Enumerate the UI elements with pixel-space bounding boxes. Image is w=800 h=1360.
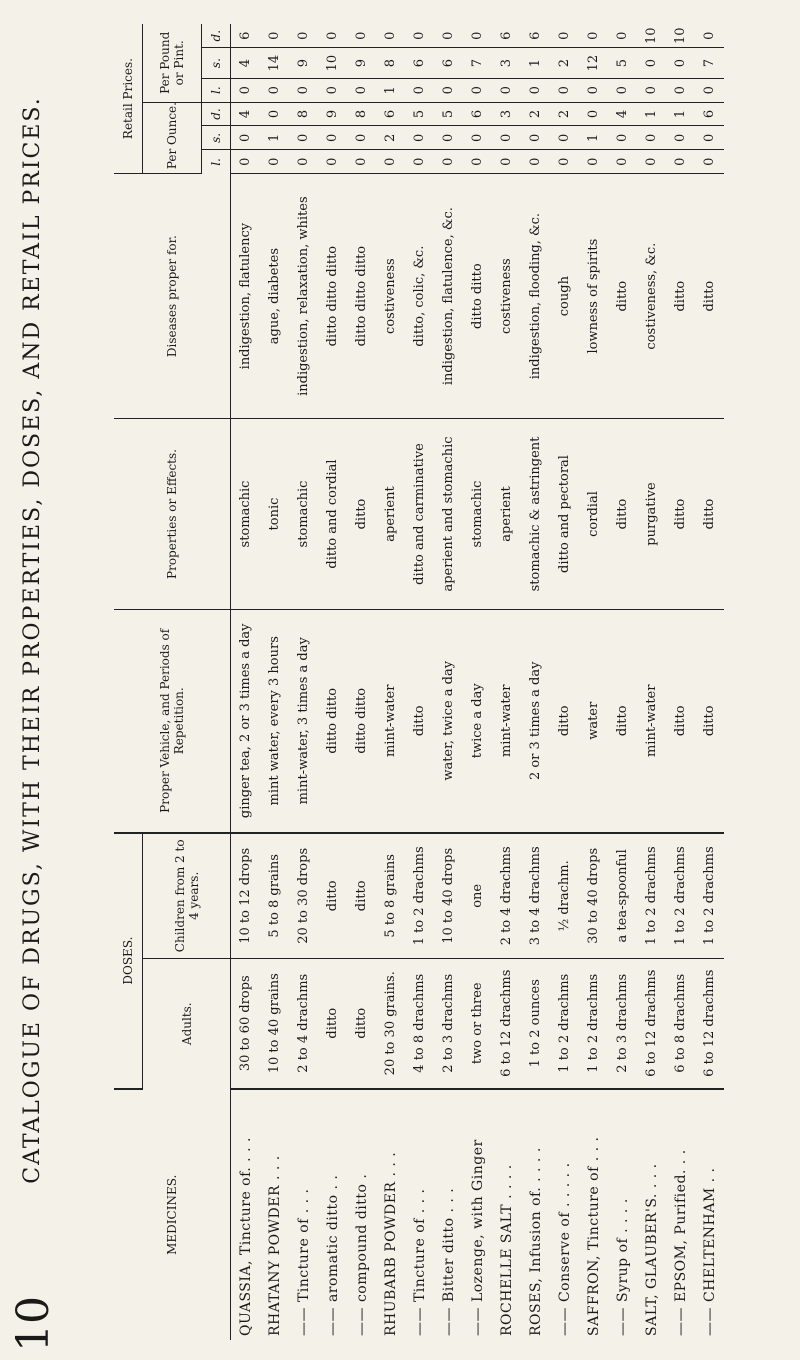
child-dose: 10 to 12 drops xyxy=(231,833,261,959)
price-pound-shillings: 0 xyxy=(637,48,666,78)
price-pound-pounds: 0 xyxy=(637,78,666,102)
diseases: ditto xyxy=(695,174,724,419)
medicine-name: —— Lozenge, with Ginger xyxy=(469,1139,486,1336)
price-pound-shillings: 10 xyxy=(318,48,347,78)
adult-dose: 1 to 2 drachms xyxy=(550,958,579,1088)
properties: aperient xyxy=(376,419,405,610)
properties: ditto xyxy=(347,419,376,610)
adult-dose: 4 to 8 drachms xyxy=(405,958,434,1088)
price-ounce-pence: 1 xyxy=(666,102,695,126)
adult-dose: 6 to 12 drachms xyxy=(695,958,724,1088)
price-pound-pence: 0 xyxy=(608,24,637,48)
price-ounce-pence: 6 xyxy=(376,102,405,126)
medicine-name: RHATANY POWDER . . . xyxy=(266,1155,283,1336)
diseases: ditto ditto ditto xyxy=(347,174,376,419)
child-dose: 3 to 4 drachms xyxy=(521,833,550,959)
header-doses: DOSES. xyxy=(114,833,143,1089)
page-header xyxy=(0,0,76,1360)
medicine-name: ROSES, Infusion of. . . . . xyxy=(527,1147,544,1336)
vehicle: mint-water, 3 times a day xyxy=(289,609,318,832)
properties: ditto xyxy=(666,419,695,610)
adult-dose: 10 to 40 grains xyxy=(260,958,289,1088)
price-pound-pence: 6 xyxy=(521,24,550,48)
price-pound-shillings: 0 xyxy=(666,48,695,78)
price-ounce-pence: 9 xyxy=(318,102,347,126)
diseases: indigestion, relaxation, whites xyxy=(289,174,318,419)
medicine-name: —— compound ditto . xyxy=(353,1173,370,1336)
price-pound-pence: 0 xyxy=(347,24,376,48)
diseases: ditto, colic, &c. xyxy=(405,174,434,419)
adult-dose: 1 to 2 ounces xyxy=(521,958,550,1088)
price-ounce-pounds: 0 xyxy=(666,150,695,174)
vehicle: ditto xyxy=(695,609,724,832)
diseases: ditto ditto ditto xyxy=(318,174,347,419)
adult-dose: 20 to 30 grains. xyxy=(376,958,405,1088)
price-ounce-pence: 5 xyxy=(434,102,463,126)
child-dose: 10 to 40 drops xyxy=(434,833,463,959)
table-row xyxy=(318,24,347,1340)
diseases: lowness of spirits xyxy=(579,174,608,419)
price-ounce-pence: 4 xyxy=(231,102,261,126)
price-pound-shillings: 6 xyxy=(434,48,463,78)
price-ounce-pence: 0 xyxy=(579,102,608,126)
price-ounce-shillings: 0 xyxy=(608,126,637,150)
adult-dose: two or three xyxy=(463,958,492,1088)
table-row xyxy=(376,24,405,1340)
diseases: costiveness, &c. xyxy=(637,174,666,419)
table-row xyxy=(666,24,695,1340)
page-number: 10 xyxy=(8,1296,59,1352)
header-lb-pounds: l. xyxy=(202,78,231,102)
vehicle: mint-water xyxy=(492,609,521,832)
vehicle: mint-water xyxy=(376,609,405,832)
price-pound-shillings: 2 xyxy=(550,48,579,78)
adult-dose: ditto xyxy=(347,958,376,1088)
drug-catalogue-table xyxy=(114,24,724,1340)
price-ounce-shillings: 1 xyxy=(260,126,289,150)
price-ounce-pounds: 0 xyxy=(463,150,492,174)
table-row xyxy=(434,24,463,1340)
header-oz-pounds: l. xyxy=(202,150,231,174)
child-dose: 30 to 40 drops xyxy=(579,833,608,959)
header-medicines: MEDICINES. xyxy=(114,1089,231,1340)
price-pound-pence: 0 xyxy=(434,24,463,48)
price-ounce-shillings: 0 xyxy=(521,126,550,150)
vehicle: ditto xyxy=(666,609,695,832)
medicine-name: —— Tincture of . . . xyxy=(295,1188,312,1336)
properties: aperient and stomachic xyxy=(434,419,463,610)
properties: purgative xyxy=(637,419,666,610)
table-row xyxy=(579,24,608,1340)
header-oz-pence: d. xyxy=(202,102,231,126)
price-pound-pounds: 0 xyxy=(405,78,434,102)
adult-dose: 6 to 12 drachms xyxy=(637,958,666,1088)
properties: stomachic & astringent xyxy=(521,419,550,610)
properties: ditto xyxy=(695,419,724,610)
price-pound-pounds: 0 xyxy=(579,78,608,102)
properties: cordial xyxy=(579,419,608,610)
price-pound-pounds: 0 xyxy=(550,78,579,102)
price-ounce-pounds: 0 xyxy=(695,150,724,174)
price-ounce-pence: 8 xyxy=(289,102,318,126)
table-row xyxy=(637,24,666,1340)
price-ounce-pounds: 0 xyxy=(521,150,550,174)
price-ounce-shillings: 2 xyxy=(376,126,405,150)
price-pound-pence: 0 xyxy=(289,24,318,48)
child-dose: ½ drachm. xyxy=(550,833,579,959)
price-pound-pence: 0 xyxy=(260,24,289,48)
header-per-ounce: Per Ounce. xyxy=(143,102,202,174)
price-ounce-pence: 1 xyxy=(637,102,666,126)
header-children: Children from 2 to 4 years. xyxy=(143,833,231,959)
vehicle: mint-water xyxy=(637,609,666,832)
vehicle: ditto ditto xyxy=(318,609,347,832)
price-ounce-pence: 2 xyxy=(550,102,579,126)
properties: ditto and pectoral xyxy=(550,419,579,610)
price-pound-shillings: 1 xyxy=(521,48,550,78)
properties: stomachic xyxy=(463,419,492,610)
adult-dose: 1 to 2 drachms xyxy=(579,958,608,1088)
table-row xyxy=(289,24,318,1340)
price-pound-shillings: 7 xyxy=(695,48,724,78)
child-dose: ditto xyxy=(318,833,347,959)
price-pound-shillings: 14 xyxy=(260,48,289,78)
price-ounce-shillings: 0 xyxy=(637,126,666,150)
price-ounce-shillings: 0 xyxy=(231,126,261,150)
medicine-name: —— aromatic ditto . . xyxy=(324,1174,341,1336)
price-pound-pounds: 0 xyxy=(695,78,724,102)
child-dose: 1 to 2 drachms xyxy=(695,833,724,959)
table-row xyxy=(347,24,376,1340)
price-pound-shillings: 12 xyxy=(579,48,608,78)
price-ounce-pence: 0 xyxy=(260,102,289,126)
table-row xyxy=(608,24,637,1340)
price-pound-pounds: 0 xyxy=(434,78,463,102)
header-lb-pence: d. xyxy=(202,24,231,48)
table-row xyxy=(260,24,289,1340)
price-pound-shillings: 7 xyxy=(463,48,492,78)
price-pound-pence: 0 xyxy=(405,24,434,48)
diseases: ditto xyxy=(608,174,637,419)
price-pound-pence: 10 xyxy=(637,24,666,48)
price-ounce-shillings: 0 xyxy=(550,126,579,150)
price-ounce-pence: 5 xyxy=(405,102,434,126)
price-ounce-pence: 6 xyxy=(463,102,492,126)
vehicle: water, twice a day xyxy=(434,609,463,832)
child-dose: 1 to 2 drachms xyxy=(637,833,666,959)
diseases: indigestion, flooding, &c. xyxy=(521,174,550,419)
price-pound-shillings: 8 xyxy=(376,48,405,78)
table-row xyxy=(521,24,550,1340)
price-pound-pence: 0 xyxy=(376,24,405,48)
price-ounce-shillings: 0 xyxy=(492,126,521,150)
vehicle: ditto xyxy=(405,609,434,832)
price-pound-pence: 6 xyxy=(492,24,521,48)
vehicle: ginger tea, 2 or 3 times a day xyxy=(231,609,261,832)
price-ounce-shillings: 0 xyxy=(289,126,318,150)
price-pound-pounds: 0 xyxy=(289,78,318,102)
medicine-name: SAFFRON, Tincture of . . . xyxy=(585,1136,602,1336)
child-dose: 1 to 2 drachms xyxy=(666,833,695,959)
price-ounce-pounds: 0 xyxy=(347,150,376,174)
child-dose: 20 to 30 drops xyxy=(289,833,318,959)
child-dose: 5 to 8 grains xyxy=(376,833,405,959)
vehicle: ditto ditto xyxy=(347,609,376,832)
properties: ditto and carminative xyxy=(405,419,434,610)
medicine-name: —— CHELTENHAM . . xyxy=(701,1167,718,1336)
properties: ditto and cordial xyxy=(318,419,347,610)
adult-dose: 6 to 12 drachms xyxy=(492,958,521,1088)
price-pound-pence: 0 xyxy=(318,24,347,48)
properties: stomachic xyxy=(289,419,318,610)
table-body xyxy=(231,24,725,1340)
vehicle: water xyxy=(579,609,608,832)
price-ounce-pounds: 0 xyxy=(637,150,666,174)
price-ounce-shillings: 0 xyxy=(434,126,463,150)
medicine-name: —— Syrup of . . . . xyxy=(614,1198,631,1336)
price-ounce-shillings: 0 xyxy=(463,126,492,150)
price-ounce-shillings: 0 xyxy=(666,126,695,150)
header-vehicle: Proper Vehicle, and Periods of Repetition. xyxy=(114,609,231,832)
vehicle: mint water, every 3 hours xyxy=(260,609,289,832)
price-ounce-pounds: 0 xyxy=(260,150,289,174)
price-ounce-shillings: 0 xyxy=(318,126,347,150)
diseases: cough xyxy=(550,174,579,419)
properties: tonic xyxy=(260,419,289,610)
price-pound-pounds: 0 xyxy=(463,78,492,102)
price-ounce-shillings: 1 xyxy=(579,126,608,150)
price-ounce-pence: 2 xyxy=(521,102,550,126)
diseases: indigestion, flatulency xyxy=(231,174,261,419)
price-ounce-shillings: 0 xyxy=(695,126,724,150)
price-pound-pence: 0 xyxy=(579,24,608,48)
price-pound-pounds: 0 xyxy=(521,78,550,102)
price-ounce-pence: 3 xyxy=(492,102,521,126)
child-dose: 1 to 2 drachms xyxy=(405,833,434,959)
price-ounce-pounds: 0 xyxy=(608,150,637,174)
price-ounce-pence: 4 xyxy=(608,102,637,126)
price-pound-pence: 10 xyxy=(666,24,695,48)
medicine-name: —— EPSOM, Purified. . . xyxy=(672,1149,689,1336)
table-row xyxy=(405,24,434,1340)
medicine-name: QUASSIA, Tincture of. . . . xyxy=(237,1137,254,1336)
header-diseases: Diseases proper for. xyxy=(114,174,231,419)
price-ounce-pounds: 0 xyxy=(318,150,347,174)
child-dose: 2 to 4 drachms xyxy=(492,833,521,959)
price-pound-pounds: 0 xyxy=(608,78,637,102)
medicine-name: SALT, GLAUBER'S. . . . xyxy=(643,1163,660,1336)
diseases: ague, diabetes xyxy=(260,174,289,419)
header-retail-prices: Retail Prices. xyxy=(114,24,143,174)
adult-dose: 2 to 3 drachms xyxy=(608,958,637,1088)
adult-dose: 6 to 8 drachms xyxy=(666,958,695,1088)
price-pound-pence: 0 xyxy=(695,24,724,48)
vehicle: ditto xyxy=(550,609,579,832)
price-pound-shillings: 9 xyxy=(289,48,318,78)
header-properties: Properties or Effects. xyxy=(114,419,231,610)
header-lb-shillings: s. xyxy=(202,48,231,78)
price-pound-pounds: 0 xyxy=(666,78,695,102)
diseases: ditto ditto xyxy=(463,174,492,419)
adult-dose: 30 to 60 drops xyxy=(231,958,261,1088)
child-dose: 5 to 8 grains xyxy=(260,833,289,959)
price-pound-pounds: 0 xyxy=(318,78,347,102)
header-adults: Adults. xyxy=(143,958,231,1088)
price-pound-pence: 0 xyxy=(463,24,492,48)
price-pound-shillings: 6 xyxy=(405,48,434,78)
adult-dose: ditto xyxy=(318,958,347,1088)
page-title: CATALOGUE OF DRUGS, WITH THEIR PROPERTIES, DOSES, AND RETAIL PRICES. xyxy=(20,96,45,1184)
table-row xyxy=(695,24,724,1340)
price-ounce-pounds: 0 xyxy=(231,150,261,174)
price-ounce-pence: 6 xyxy=(695,102,724,126)
properties: stomachic xyxy=(231,419,261,610)
vehicle: twice a day xyxy=(463,609,492,832)
diseases: costiveness xyxy=(376,174,405,419)
table-row xyxy=(550,24,579,1340)
adult-dose: 2 to 4 drachms xyxy=(289,958,318,1088)
price-pound-pounds: 1 xyxy=(376,78,405,102)
price-ounce-pounds: 0 xyxy=(434,150,463,174)
diseases: costiveness xyxy=(492,174,521,419)
price-pound-shillings: 3 xyxy=(492,48,521,78)
diseases: indigestion, flatulence, &c. xyxy=(434,174,463,419)
price-ounce-pounds: 0 xyxy=(405,150,434,174)
price-ounce-pounds: 0 xyxy=(579,150,608,174)
medicine-name: RHUBARB POWDER . . . xyxy=(382,1151,399,1336)
vehicle: 2 or 3 times a day xyxy=(521,609,550,832)
price-ounce-pounds: 0 xyxy=(492,150,521,174)
adult-dose: 2 to 3 drachms xyxy=(434,958,463,1088)
price-ounce-pounds: 0 xyxy=(376,150,405,174)
child-dose: a tea-spoonful xyxy=(608,833,637,959)
price-ounce-pounds: 0 xyxy=(550,150,579,174)
price-pound-pounds: 0 xyxy=(347,78,376,102)
table-row xyxy=(231,24,261,1340)
price-pound-pence: 6 xyxy=(231,24,261,48)
medicine-name: ROCHELLE SALT . . . . xyxy=(498,1164,515,1336)
price-pound-pence: 0 xyxy=(550,24,579,48)
price-pound-shillings: 5 xyxy=(608,48,637,78)
price-ounce-pounds: 0 xyxy=(289,150,318,174)
child-dose: ditto xyxy=(347,833,376,959)
child-dose: one xyxy=(463,833,492,959)
diseases: ditto xyxy=(666,174,695,419)
price-pound-shillings: 9 xyxy=(347,48,376,78)
price-ounce-shillings: 0 xyxy=(347,126,376,150)
price-ounce-pence: 8 xyxy=(347,102,376,126)
vehicle: ditto xyxy=(608,609,637,832)
price-pound-pounds: 0 xyxy=(260,78,289,102)
price-pound-pounds: 0 xyxy=(492,78,521,102)
properties: aperient xyxy=(492,419,521,610)
price-pound-pounds: 0 xyxy=(231,78,261,102)
table-row xyxy=(463,24,492,1340)
properties: ditto xyxy=(608,419,637,610)
header-per-pound: Per Pound or Pint. xyxy=(143,24,202,102)
price-pound-shillings: 4 xyxy=(231,48,261,78)
medicine-name: —— Conserve of . . . . . xyxy=(556,1162,573,1336)
table-row xyxy=(492,24,521,1340)
medicine-name: —— Bitter ditto . . . xyxy=(440,1187,457,1336)
header-oz-shillings: s. xyxy=(202,126,231,150)
price-ounce-shillings: 0 xyxy=(405,126,434,150)
medicine-name: —— Tincture of . . . xyxy=(411,1188,428,1336)
